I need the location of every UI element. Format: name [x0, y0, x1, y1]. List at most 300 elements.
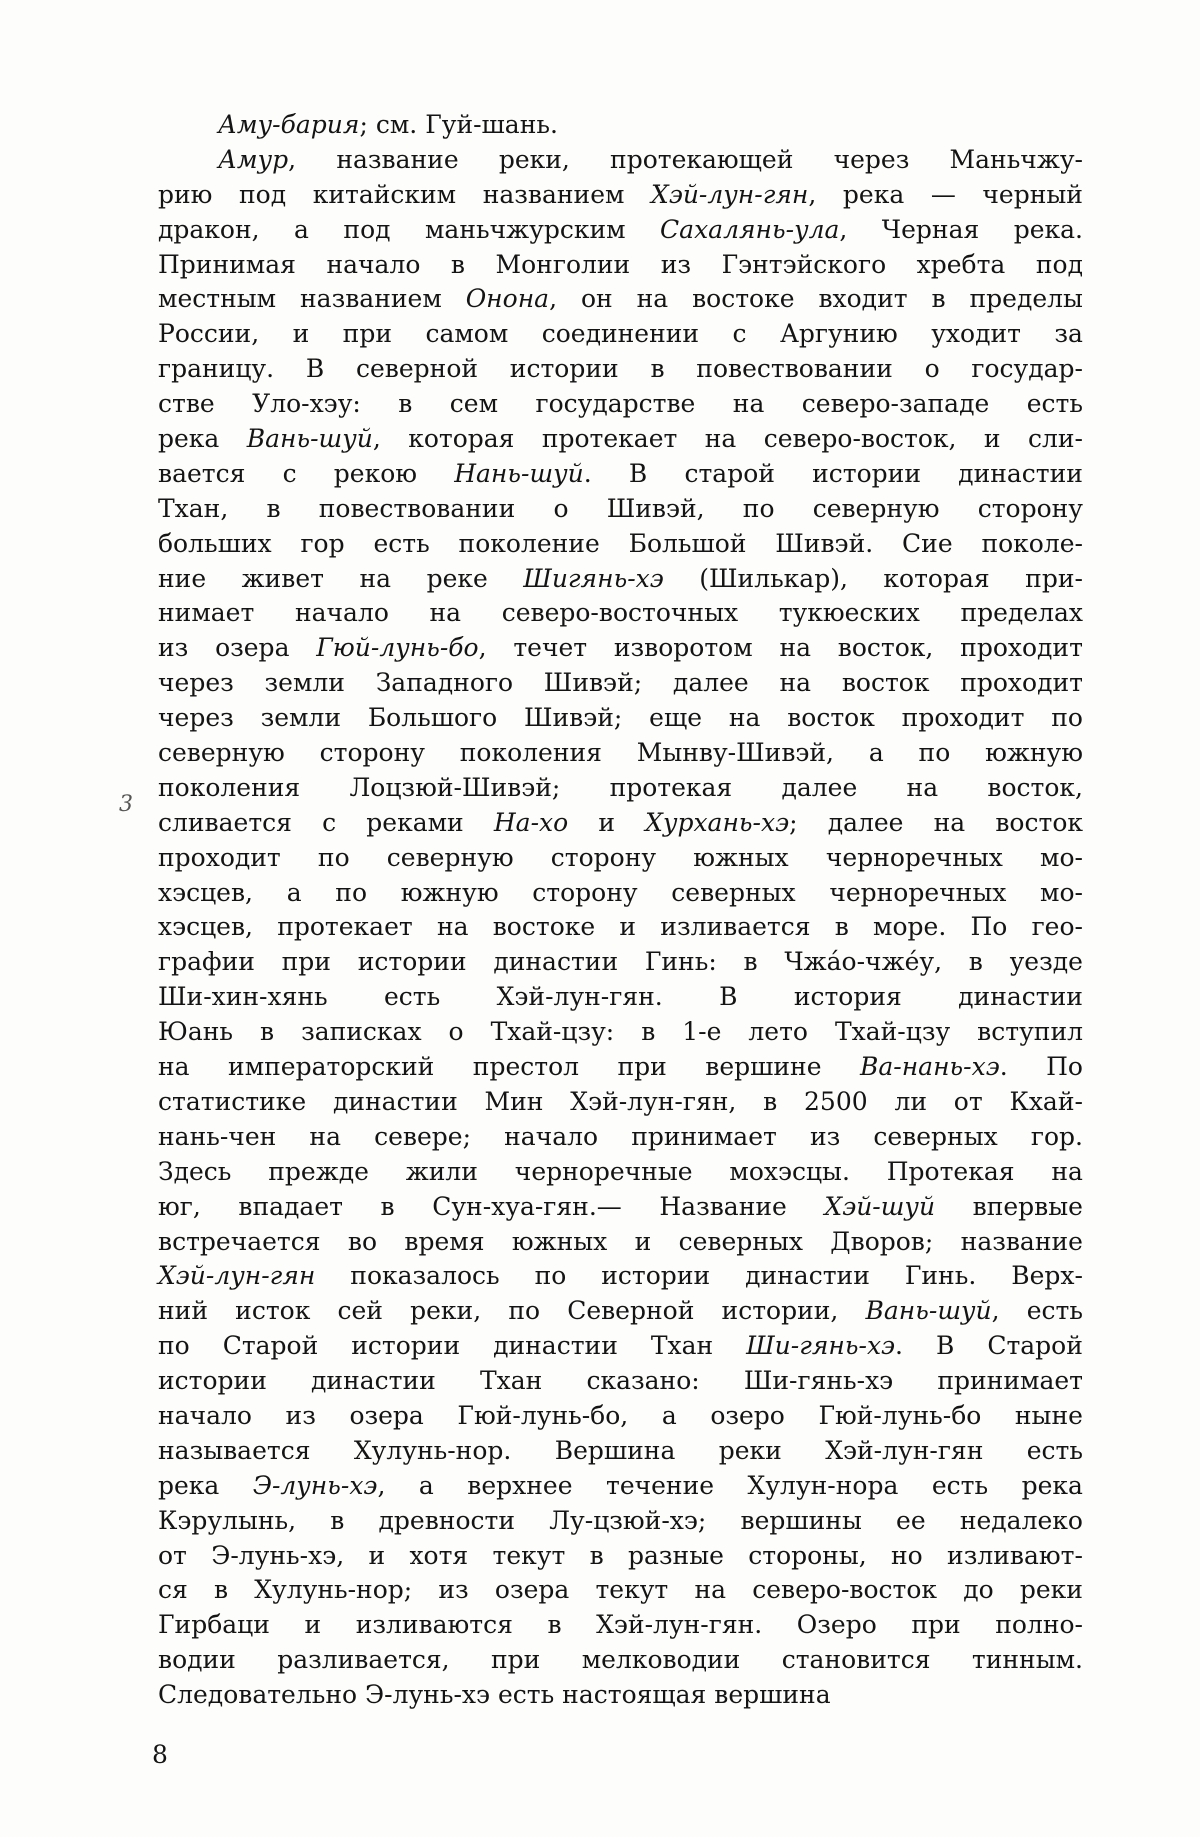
text-fragment: в — [641, 1017, 656, 1047]
text-line — [158, 666, 1083, 701]
text-fragment: при — [911, 1610, 961, 1640]
word — [934, 806, 966, 841]
text-fragment: по — [508, 1296, 541, 1326]
word — [553, 492, 568, 527]
text-fragment: по — [158, 1331, 190, 1361]
word — [649, 701, 702, 736]
text-fragment: Тхан, — [158, 493, 229, 523]
text-fragment: см. — [375, 110, 418, 139]
word — [376, 666, 513, 701]
word — [268, 1155, 369, 1190]
word — [835, 1015, 950, 1050]
word — [158, 1643, 236, 1678]
text-fragment: о — [924, 354, 940, 384]
word — [300, 527, 344, 562]
text-fragment: от — [158, 1540, 187, 1570]
word — [491, 1015, 615, 1050]
word — [293, 317, 310, 352]
text-fragment: прежде — [268, 1156, 369, 1186]
text-fragment: сторону — [532, 877, 638, 907]
text-fragment: верхнее — [467, 1470, 573, 1500]
text-fragment: сли- — [1027, 424, 1083, 454]
text-fragment: водии — [158, 1645, 236, 1675]
word — [828, 806, 904, 841]
word — [1014, 213, 1083, 248]
word — [961, 1225, 1083, 1260]
text-fragment: восток — [787, 703, 875, 733]
text-fragment: Хэй-лун-гян. — [596, 1610, 763, 1640]
text-line — [158, 248, 1083, 283]
text-fragment: при — [342, 319, 393, 349]
word — [306, 352, 324, 387]
word — [158, 876, 253, 911]
word — [722, 1294, 839, 1329]
text-fragment: на — [158, 1052, 190, 1082]
word — [810, 1120, 840, 1155]
word — [781, 771, 857, 806]
text-fragment: династии — [311, 1366, 436, 1396]
word — [972, 1643, 1083, 1678]
word — [619, 910, 636, 945]
text-fragment: , — [377, 1470, 386, 1500]
word — [287, 876, 302, 911]
word — [719, 1434, 782, 1469]
text-fragment: Мин — [484, 1086, 544, 1116]
text-fragment: старой — [684, 458, 775, 488]
word — [887, 1155, 1015, 1190]
word — [349, 771, 560, 806]
word — [480, 1364, 542, 1399]
text-fragment: Хулунь-нор. — [353, 1435, 512, 1465]
text-line — [158, 1504, 1083, 1539]
text-fragment: Следовательно — [158, 1680, 358, 1710]
text-line — [158, 736, 1083, 771]
text-fragment: больших — [158, 528, 272, 558]
text-fragment: Монголии — [495, 249, 631, 279]
text-fragment: Уло-хэу: — [252, 389, 361, 419]
word — [365, 1678, 498, 1713]
word — [748, 1015, 808, 1050]
word — [158, 666, 234, 701]
text-line — [158, 910, 1083, 945]
word — [454, 457, 591, 492]
text-fragment: озера — [349, 1400, 424, 1430]
word — [645, 806, 797, 841]
word — [824, 1190, 935, 1225]
text-fragment: истории — [351, 1331, 461, 1361]
word — [835, 910, 849, 945]
text-fragment: на — [906, 772, 939, 802]
word — [228, 1050, 434, 1085]
word — [277, 1643, 449, 1678]
text-fragment: до — [963, 1575, 994, 1605]
word — [419, 1469, 434, 1504]
word — [496, 248, 631, 283]
word — [410, 1294, 481, 1329]
word — [971, 910, 1008, 945]
text-fragment: на — [309, 1121, 341, 1151]
word — [158, 457, 245, 492]
word — [1025, 562, 1083, 597]
word — [158, 910, 253, 945]
word — [335, 876, 367, 911]
word — [729, 1155, 850, 1190]
text-fragment: в — [589, 1540, 604, 1570]
text-fragment: в — [931, 284, 946, 314]
text-fragment: из — [158, 633, 189, 663]
word — [532, 876, 637, 911]
word — [493, 945, 618, 980]
text-fragment: Сун-хуа-гян.— — [432, 1191, 622, 1221]
word — [351, 1329, 460, 1364]
word — [1054, 317, 1083, 352]
text-fragment: черноречных — [829, 877, 1007, 907]
text-fragment: стороны, — [748, 1540, 867, 1570]
word — [425, 317, 508, 352]
text-fragment: принимает — [631, 1121, 777, 1151]
word — [384, 980, 440, 1015]
text-fragment: , — [372, 424, 381, 454]
word — [671, 876, 795, 911]
text-fragment: озеро — [710, 1400, 785, 1430]
word — [158, 1504, 296, 1539]
word — [504, 1120, 598, 1155]
word — [373, 527, 429, 562]
text-fragment: реки — [1019, 1575, 1083, 1605]
text-fragment: династии — [493, 947, 619, 977]
text-fragment: границу. — [158, 354, 275, 384]
text-fragment: Тхан — [650, 1331, 714, 1361]
text-line — [158, 806, 1083, 841]
text-line — [158, 1399, 1083, 1434]
text-fragment: под — [343, 214, 391, 244]
text-fragment: при- — [1025, 563, 1083, 593]
word — [334, 457, 417, 492]
text-fragment: востоке — [492, 912, 596, 942]
word — [366, 806, 463, 841]
text-line — [158, 1155, 1083, 1190]
word — [513, 631, 587, 666]
text-fragment: разливается, — [277, 1645, 450, 1675]
word — [936, 1329, 954, 1364]
word — [493, 910, 595, 945]
word — [238, 1190, 343, 1225]
text-fragment: пределах — [960, 598, 1083, 628]
text-fragment: истории — [158, 1366, 267, 1396]
text-fragment: России, — [158, 319, 260, 349]
text-fragment: Ши-хин-хянь — [158, 982, 328, 1012]
text-line — [158, 1469, 1083, 1504]
text-fragment: по — [742, 493, 775, 523]
text-fragment: стве — [158, 389, 215, 419]
word — [830, 1225, 933, 1260]
text-fragment: графии — [158, 947, 255, 977]
text-fragment: впервые — [972, 1191, 1083, 1221]
text-fragment: истории — [357, 947, 467, 977]
text-fragment: Аргунию — [779, 319, 898, 349]
text-fragment: Западного — [375, 668, 514, 698]
text-fragment: династии — [332, 1086, 458, 1116]
text-fragment: рию — [158, 179, 213, 209]
text-fragment: Хулун-нора — [747, 1470, 899, 1500]
text-line — [158, 1643, 1083, 1678]
word — [282, 945, 331, 980]
text-fragment: Кхай- — [1009, 1086, 1083, 1116]
text-fragment: маньчжурским — [424, 214, 626, 244]
text-fragment: жили — [405, 1156, 478, 1186]
text-fragment: и — [983, 424, 1001, 454]
word — [316, 631, 486, 666]
text-fragment: протекающей — [610, 144, 794, 174]
text-fragment: на — [779, 633, 812, 663]
text-fragment: есть — [1026, 389, 1083, 419]
text-fragment: земли — [264, 668, 345, 698]
text-line — [158, 631, 1083, 666]
text-fragment: есть — [373, 528, 430, 558]
word — [158, 213, 260, 248]
word — [641, 1015, 655, 1050]
word — [158, 1050, 190, 1085]
text-fragment: восток — [995, 807, 1083, 837]
text-fragment: на — [728, 703, 761, 733]
text-fragment: , — [478, 633, 487, 663]
word — [311, 1364, 436, 1399]
text-fragment: сем — [449, 389, 499, 419]
word — [696, 352, 893, 387]
italic-term: Вань-шуй — [865, 1296, 992, 1326]
text-fragment: династии — [958, 982, 1083, 1012]
text-fragment: В — [628, 458, 648, 488]
word — [610, 143, 793, 178]
text-fragment: престол — [472, 1052, 580, 1082]
word — [977, 1015, 1083, 1050]
word — [247, 422, 381, 457]
text-fragment: проходит — [960, 668, 1083, 698]
word — [542, 317, 699, 352]
text-fragment: сказано: — [586, 1366, 700, 1396]
text-fragment: из — [438, 1575, 469, 1605]
word — [158, 736, 285, 771]
text-fragment: и — [598, 807, 615, 837]
word — [253, 1469, 386, 1504]
text-fragment: соединении — [541, 319, 700, 349]
article-text — [158, 108, 1083, 1713]
text-fragment: (Шилькар), — [699, 563, 848, 593]
text-fragment: полно- — [995, 1610, 1083, 1640]
word — [260, 1015, 274, 1050]
text-fragment: сей — [337, 1296, 383, 1326]
text-fragment: Сие — [902, 528, 953, 558]
word — [266, 492, 280, 527]
text-fragment: юг, — [158, 1191, 201, 1221]
text-fragment: из — [809, 1121, 841, 1151]
text-fragment: династии — [745, 1261, 870, 1291]
word — [902, 527, 953, 562]
word — [744, 1364, 893, 1399]
text-fragment: Хэй-лун-гян. — [496, 982, 663, 1012]
text-fragment: Шивэй; — [523, 703, 623, 733]
text-fragment: в — [260, 1017, 275, 1047]
word — [969, 945, 983, 980]
text-fragment: с — [732, 319, 747, 349]
word — [330, 1504, 344, 1539]
word — [582, 1643, 741, 1678]
text-fragment: пределы — [969, 284, 1083, 314]
text-fragment: северную — [812, 493, 940, 523]
word — [535, 1259, 567, 1294]
text-line — [158, 876, 1083, 911]
text-line — [158, 352, 1083, 387]
word — [510, 352, 619, 387]
word — [158, 771, 300, 806]
word — [406, 1155, 478, 1190]
text-fragment: . — [895, 1331, 903, 1361]
word — [873, 1120, 997, 1155]
italic-term: Ши-гянь-хэ — [746, 1331, 896, 1361]
word — [606, 1469, 714, 1504]
text-fragment: , — [991, 1296, 1000, 1326]
text-fragment: начало — [504, 1121, 599, 1151]
text-fragment: в — [213, 1575, 229, 1605]
text-fragment: река. — [1013, 214, 1083, 244]
word — [651, 178, 816, 213]
word — [699, 562, 848, 597]
word — [869, 736, 884, 771]
text-fragment: Хулунь-нор; — [254, 1575, 413, 1605]
word — [1010, 945, 1083, 980]
word — [449, 1015, 464, 1050]
word — [1032, 910, 1083, 945]
text-line — [158, 1050, 1083, 1085]
text-line — [158, 1573, 1083, 1608]
word — [617, 1050, 666, 1085]
text-fragment: реками — [366, 807, 464, 837]
text-fragment: По — [970, 912, 1008, 942]
word — [223, 1329, 319, 1364]
text-fragment: реки — [718, 1435, 782, 1465]
word — [629, 457, 647, 492]
text-fragment: востоке — [692, 284, 795, 314]
text-fragment: ныне — [1014, 1400, 1083, 1430]
text-fragment: Тхан — [479, 1366, 543, 1396]
word — [659, 1190, 786, 1225]
word — [925, 352, 940, 387]
text-fragment: в — [834, 912, 849, 942]
word — [502, 596, 738, 631]
text-fragment: 2500 — [804, 1086, 868, 1116]
italic-term: Сахалянь-ула — [660, 214, 840, 244]
word — [661, 248, 691, 283]
text-fragment: через — [158, 703, 234, 733]
italic-term: Гюй-лунь-бо — [316, 633, 479, 663]
text-fragment: поколение — [458, 528, 600, 558]
word — [158, 1259, 315, 1294]
word — [551, 841, 656, 876]
text-fragment: названием — [482, 179, 625, 209]
word — [705, 422, 737, 457]
word — [304, 1608, 321, 1643]
word — [818, 1399, 981, 1434]
text-fragment: нань-чен — [158, 1121, 277, 1151]
text-fragment: , — [549, 284, 558, 314]
word — [1027, 387, 1083, 422]
word — [408, 422, 514, 457]
word — [158, 596, 254, 631]
word — [950, 143, 1083, 178]
word — [954, 1085, 983, 1120]
text-fragment: гор — [300, 528, 345, 558]
text-fragment: на — [436, 912, 469, 942]
text-fragment: название — [336, 144, 459, 174]
word — [356, 1608, 513, 1643]
text-line — [158, 1120, 1083, 1155]
text-fragment: хребта — [916, 249, 1006, 279]
text-line — [158, 108, 1083, 143]
word — [158, 1294, 208, 1329]
text-fragment: за — [1054, 319, 1083, 349]
word — [804, 1085, 868, 1120]
word — [1020, 1573, 1083, 1608]
word — [158, 178, 212, 213]
word — [1031, 1120, 1083, 1155]
text-fragment: уезде — [1009, 947, 1083, 977]
word — [495, 1573, 569, 1608]
text-fragment: Шивэй. — [775, 528, 874, 558]
text-fragment: вершине — [705, 1052, 822, 1082]
text-fragment: Гуй-шань. — [425, 110, 558, 139]
text-fragment: мелководии — [581, 1645, 741, 1675]
text-fragment: с — [322, 807, 337, 837]
text-fragment: гео- — [1031, 912, 1083, 942]
text-fragment: по — [317, 842, 350, 872]
text-fragment: в — [266, 493, 281, 523]
word — [158, 631, 188, 666]
text-fragment: нимает — [158, 598, 255, 628]
text-line — [158, 1294, 1083, 1329]
word — [651, 1329, 713, 1364]
text-fragment: Дворов; — [830, 1226, 934, 1256]
word — [483, 178, 625, 213]
text-fragment: и — [368, 1540, 386, 1570]
word — [960, 1504, 1083, 1539]
word — [158, 806, 292, 841]
text-fragment: в — [743, 947, 758, 977]
text-fragment: лето — [748, 1017, 808, 1047]
text-fragment: изливают- — [947, 1540, 1083, 1570]
text-fragment: хэсцев, — [158, 912, 253, 942]
text-fragment: статистике — [158, 1086, 307, 1116]
text-fragment: Гинь. — [904, 1261, 977, 1291]
text-fragment: по — [918, 738, 951, 768]
word — [286, 1399, 316, 1434]
word — [682, 1015, 721, 1050]
text-fragment: река — [158, 1470, 220, 1500]
text-fragment: из — [660, 249, 692, 279]
word — [239, 178, 286, 213]
text-fragment: В — [935, 1331, 955, 1361]
text-line — [158, 1608, 1083, 1643]
text-fragment: Чжáо-чжéу, — [784, 947, 943, 977]
word — [379, 1504, 515, 1539]
text-line — [158, 1225, 1083, 1260]
word — [984, 422, 1001, 457]
text-fragment: северо-восток, — [763, 424, 957, 454]
word — [515, 1155, 693, 1190]
italic-term: Онона — [465, 284, 550, 314]
word — [277, 910, 413, 945]
text-fragment: Тхай-цзу — [834, 1017, 951, 1047]
word — [309, 1120, 341, 1155]
